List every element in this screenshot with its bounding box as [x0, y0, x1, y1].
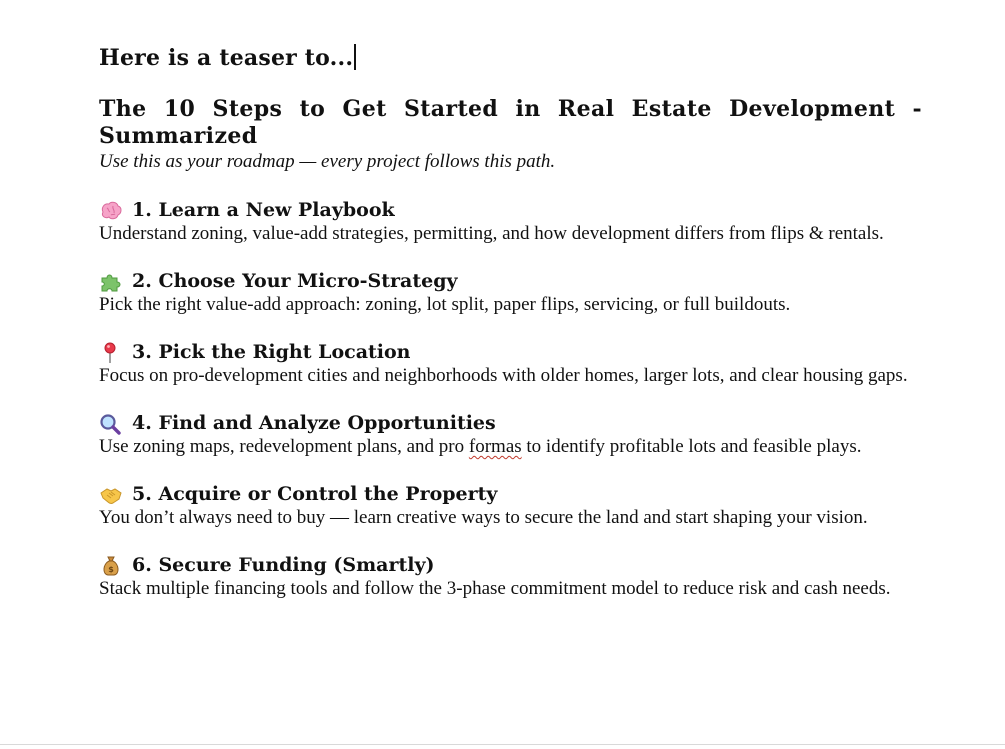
puzzle-piece-icon [99, 271, 123, 293]
step-heading [99, 198, 922, 222]
step-heading-text: 6. Secure Funding (Smartly) [132, 554, 435, 576]
pushpin-icon [99, 342, 123, 364]
step-description-part: to identify profitable lots and feasible plays. [521, 436, 862, 457]
step-heading-text: 3. Pick the Right Location [132, 341, 411, 363]
step-3 [99, 340, 922, 387]
step-6 [99, 553, 922, 600]
step-4 [99, 411, 922, 458]
brain-icon [99, 200, 123, 222]
step-heading-text: 1. Learn a New Playbook [132, 199, 395, 221]
page-bottom-divider [0, 744, 1005, 745]
teaser-line[interactable] [99, 42, 922, 74]
step-1 [99, 198, 922, 245]
step-2 [99, 269, 922, 316]
spellcheck-flagged-word[interactable]: formas [468, 436, 522, 457]
step-description: Pick the right value-add approach: zoning, lot split, paper flips, servicing, or full buildouts. [99, 294, 791, 315]
step-description-part: Use zoning maps, redevelopment plans, and pro [99, 436, 469, 457]
step-heading [99, 269, 922, 293]
document-title: The 10 Steps to Get Started in Real Estate Development - Summarized [99, 96, 922, 149]
text-cursor [354, 44, 356, 70]
document-subtitle: Use this as your roadmap — every project follows this path. [99, 151, 556, 172]
step-5 [99, 482, 922, 529]
money-bag-icon [99, 555, 123, 577]
teaser-text: Here is a teaser to... [99, 45, 354, 71]
document-body[interactable] [99, 42, 922, 600]
step-heading [99, 411, 922, 435]
step-heading [99, 553, 922, 577]
step-description [99, 435, 922, 458]
step-description: You don’t always need to buy — learn creative ways to secure the land and start shaping your vision. [99, 507, 868, 528]
step-heading [99, 340, 922, 364]
magnifying-glass-icon [99, 413, 123, 435]
step-heading-text: 2. Choose Your Micro-Strategy [132, 270, 458, 292]
step-description: Focus on pro-development cities and neighborhoods with older homes, larger lots, and clear housing gaps. [99, 365, 908, 386]
step-description: Stack multiple financing tools and follow the 3-phase commitment model to reduce risk and cash needs. [99, 578, 891, 599]
step-description: Understand zoning, value-add strategies, permitting, and how development differs from flips & rentals. [99, 223, 884, 244]
svg-text:$: $ [108, 565, 114, 574]
step-heading-text: 4. Find and Analyze Opportunities [132, 412, 496, 434]
step-heading [99, 482, 922, 506]
handshake-icon [99, 484, 123, 506]
step-heading-text: 5. Acquire or Control the Property [132, 483, 498, 505]
